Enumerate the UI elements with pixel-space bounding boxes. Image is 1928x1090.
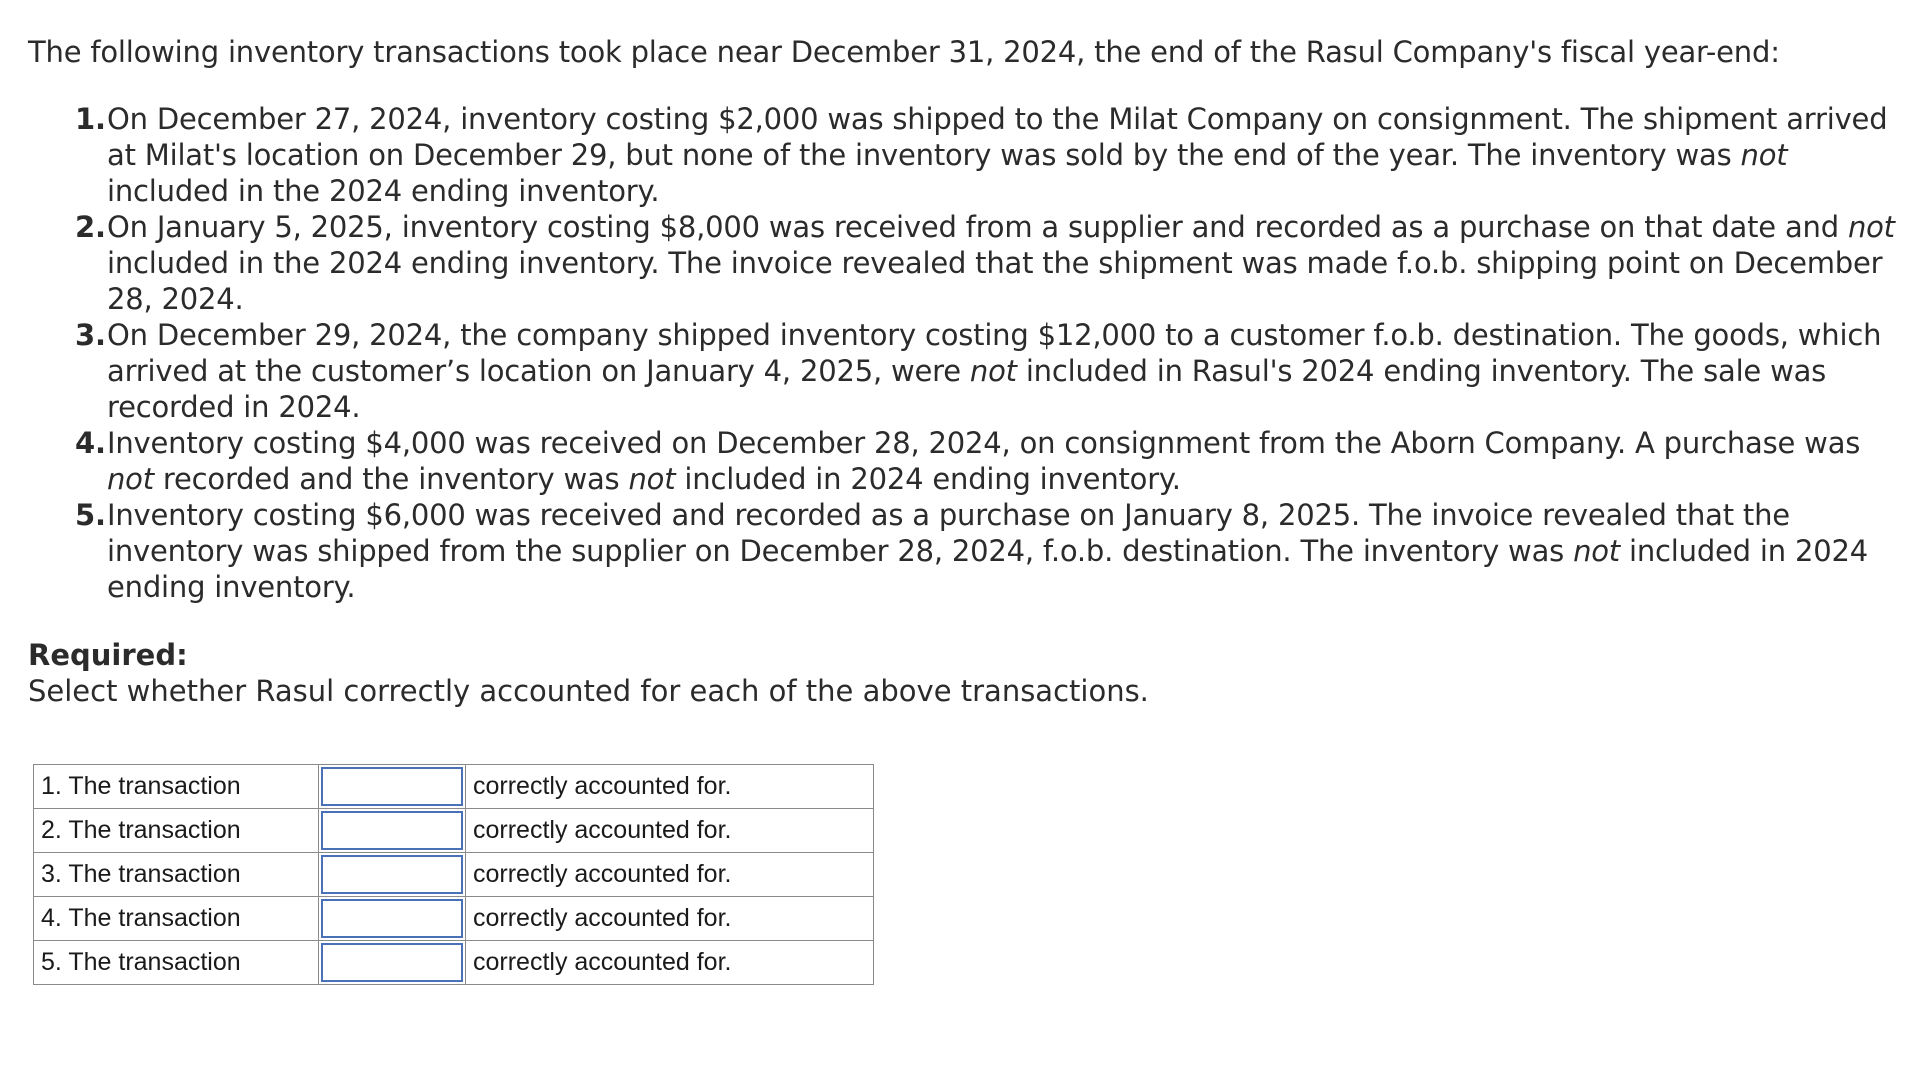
transaction-item	[75, 425, 1907, 497]
emphasis-text: not	[107, 462, 154, 496]
answer-select-cell	[319, 941, 466, 985]
answer-dropdown[interactable]	[321, 767, 463, 806]
emphasis-text: not	[969, 354, 1017, 388]
answer-dropdown[interactable]	[321, 943, 463, 982]
required-heading: Required:	[28, 638, 188, 672]
emphasis-text: not	[628, 462, 676, 496]
answer-dropdown[interactable]	[321, 855, 463, 894]
answer-select-cell	[319, 765, 466, 809]
transaction-number: 1.	[75, 102, 106, 136]
transaction-text: Inventory costing $4,000 was received on December 28, 2024, on consignment from the Aborn Company. A purchase was	[107, 426, 1861, 460]
transaction-number: 2.	[75, 210, 106, 244]
transaction-text: included in 2024 ending inventory.	[107, 534, 1868, 604]
transaction-text: On December 29, 2024, the company shipped inventory costing $12,000 to a customer f.o.b. destination. The goods, which arrived at the customer’s location on January 4, 2025, were	[107, 318, 1882, 388]
answer-suffix: correctly accounted for.	[466, 809, 874, 853]
transaction-text: On January 5, 2025, inventory costing $8,000 was received from a supplier and recorded as a purchase on that date and	[107, 210, 1848, 244]
transaction-label: 1. The transaction	[34, 765, 319, 809]
required-instruction: Select whether Rasul correctly accounted for each of the above transactions.	[28, 674, 1149, 708]
transaction-number: 4.	[75, 426, 106, 460]
transaction-number: 5.	[75, 498, 106, 532]
transaction-label: 3. The transaction	[34, 853, 319, 897]
answer-suffix: correctly accounted for.	[466, 765, 874, 809]
answer-suffix: correctly accounted for.	[466, 853, 874, 897]
answer-row	[34, 853, 874, 897]
transaction-text: included in Rasul's 2024 ending inventory. The sale was recorded in 2024.	[107, 354, 1827, 424]
transaction-label: 4. The transaction	[34, 897, 319, 941]
answer-dropdown[interactable]	[321, 811, 463, 850]
transaction-text: recorded and the inventory was	[153, 462, 629, 496]
answer-table	[33, 764, 874, 985]
transaction-text: included in 2024 ending inventory.	[675, 462, 1181, 496]
answer-suffix: correctly accounted for.	[466, 941, 874, 985]
transaction-text: included in the 2024 ending inventory. The invoice revealed that the shipment was made f.o.b. shipping point on December 28, 2024.	[107, 246, 1883, 316]
transaction-item	[75, 317, 1907, 425]
transaction-text: On December 27, 2024, inventory costing $2,000 was shipped to the Milat Company on consignment. The shipment arrived at Milat's location on December 29, but none of the inventory was sold by the end of the year. The inventory was	[107, 102, 1888, 172]
transaction-text: included in the 2024 ending inventory.	[107, 174, 660, 208]
transaction-text: Inventory costing $6,000 was received and recorded as a purchase on January 8, 2025. The invoice revealed that the inventory was shipped from the supplier on December 28, 2024, f.o.b. destination. The inventory was	[107, 498, 1790, 568]
answer-row	[34, 765, 874, 809]
emphasis-text: not	[1847, 210, 1895, 244]
answer-dropdown[interactable]	[321, 899, 463, 938]
answer-row	[34, 809, 874, 853]
answer-select-cell	[319, 897, 466, 941]
answer-select-cell	[319, 853, 466, 897]
transaction-label: 2. The transaction	[34, 809, 319, 853]
intro-text: The following inventory transactions took place near December 31, 2024, the end of the Rasul Company's fiscal year-end:	[28, 35, 1780, 69]
transaction-label: 5. The transaction	[34, 941, 319, 985]
answer-row	[34, 897, 874, 941]
transaction-item	[75, 209, 1907, 317]
transaction-list	[75, 101, 1907, 605]
answer-select-cell	[319, 809, 466, 853]
emphasis-text: not	[1573, 534, 1620, 568]
answer-row	[34, 941, 874, 985]
required-section	[28, 637, 1149, 709]
transaction-item	[75, 101, 1907, 209]
answer-suffix: correctly accounted for.	[466, 897, 874, 941]
transaction-number: 3.	[75, 318, 106, 352]
emphasis-text: not	[1740, 138, 1788, 172]
transaction-item	[75, 497, 1907, 605]
